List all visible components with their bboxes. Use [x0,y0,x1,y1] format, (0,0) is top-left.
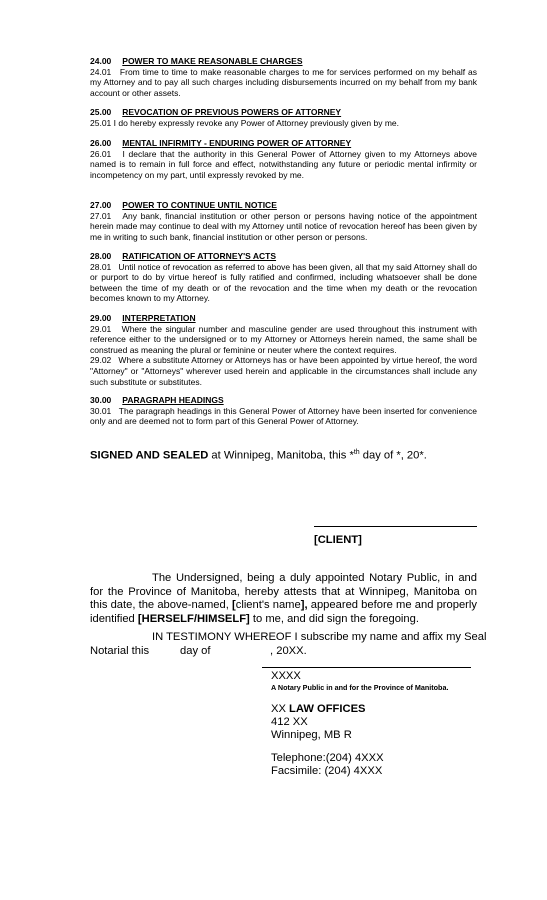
notary-name: XXXX [271,670,301,682]
section-25 [90,107,477,128]
section-29 [90,313,477,387]
section-paragraph: 25.01 I do hereby expressly revoke any Power of Attorney previously given by me. [90,117,399,128]
facsimile: Facsimile: (204) 4XXX [271,765,383,777]
section-paragraph: 29.01 Where the singular number and masculine gender are used throughout this instrument with reference either to the undersigned or to my Attorney or Attorneys herein named, the same shall be construed as meaning the plural or feminine or neuter where the context requires. [90,323,477,355]
section-paragraph: 28.01 Until notice of revocation as referred to above has been given, all that my said Attorney shall do or purport to do by virtue hereof is fully ratified and confirmed, including whatsoever shall be done between the time of my death or of the revocation and the time when my death or the revocation becomes known to my Attorney. [90,261,477,304]
section-number: 28.00 [90,251,112,261]
section-number: 29.00 [90,313,112,323]
section-number: 25.00 [90,107,112,117]
testimony-year: , 20XX. [270,645,307,657]
section-title: MENTAL INFIRMITY - ENDURING POWER OF ATTORNEY [122,138,352,148]
notary-title: A Notary Public in and for the Province of Manitoba. [271,683,449,692]
section-number: 27.00 [90,200,112,210]
section-27 [90,200,477,242]
section-title: PARAGRAPH HEADINGS [122,395,224,405]
signed-sealed-line: SIGNED AND SEALED at Winnipeg, Manitoba, this *$^{th}$ day of *, 20*. [90,449,427,462]
section-title: POWER TO MAKE REASONABLE CHARGES [122,56,303,66]
client-label: [CLIENT] [314,534,362,546]
section-paragraph: 27.01 Any bank, financial institution or other person or persons having notice of the appointment herein made may continue to deal with my Attorney until notice of revocation hereof has been given by me in writing to such bank, financial institution or other person or persons. [90,210,477,242]
address-line-1: 412 XX [271,716,308,728]
section-paragraph: 24.01 From time to time to make reasonable charges to me for services performed on my behalf as my Attorney and to pay all such charges including disbursements incurred on my behalf from my bank account or other assets. [90,66,477,98]
address-line-2: Winnipeg, MB R [271,729,352,741]
section-28 [90,251,477,304]
section-number: 26.00 [90,138,112,148]
section-number: 30.00 [90,395,112,405]
section-24 [90,56,477,98]
law-office-name: XX LAW OFFICES [271,703,366,715]
section-30 [90,395,477,427]
notary-signature-line [262,667,471,668]
testimony-notarial-this: Notarial this [90,645,150,657]
testimony-day-of: day of [180,645,211,657]
testimony-line: IN TESTIMONY WHEREOF I subscribe my name and affix my Seal [152,631,487,643]
section-title: REVOCATION OF PREVIOUS POWERS OF ATTORNEY [122,107,342,117]
section-paragraph: 30.01 The paragraph headings in this General Power of Attorney have been inserted for convenience only and are deemed not to form part of this General Power of Attorney. [90,405,477,427]
telephone: Telephone:(204) 4XXX [271,752,384,764]
client-signature-line [314,526,477,527]
section-number: 24.00 [90,56,112,66]
notary-attestation: The Undersigned, being a duly appointed Notary Public, in and for the Province of Manitoba, hereby attests that at Winnipeg, Manitoba on this date, the above-named, [client's name], appeared before me and properly identified [HERSELF/HIMSELF] to me, and did sign the foregoing. [90,572,477,625]
signed-sealed-label: SIGNED AND SEALED [90,449,209,462]
section-paragraph: 29.02 Where a substitute Attorney or Attorneys has or have been appointed by virtue hereof, the word "Attorney" or "Attorneys" wherever used herein and applicable in the circumstances shall include any such substitute or substitutes. [90,355,477,387]
section-26 [90,138,477,180]
section-title: RATIFICATION OF ATTORNEY'S ACTS [122,251,277,261]
section-title: POWER TO CONTINUE UNTIL NOTICE [122,200,277,210]
section-title: INTERPRETATION [122,313,196,323]
section-paragraph: 26.01 I declare that the authority in this General Power of Attorney given to my Attorneys above named is to remain in full force and effect, notwithstanding any future or periodic mental infirmity or incompetency on my part, until expressly revoked by me. [90,148,477,180]
